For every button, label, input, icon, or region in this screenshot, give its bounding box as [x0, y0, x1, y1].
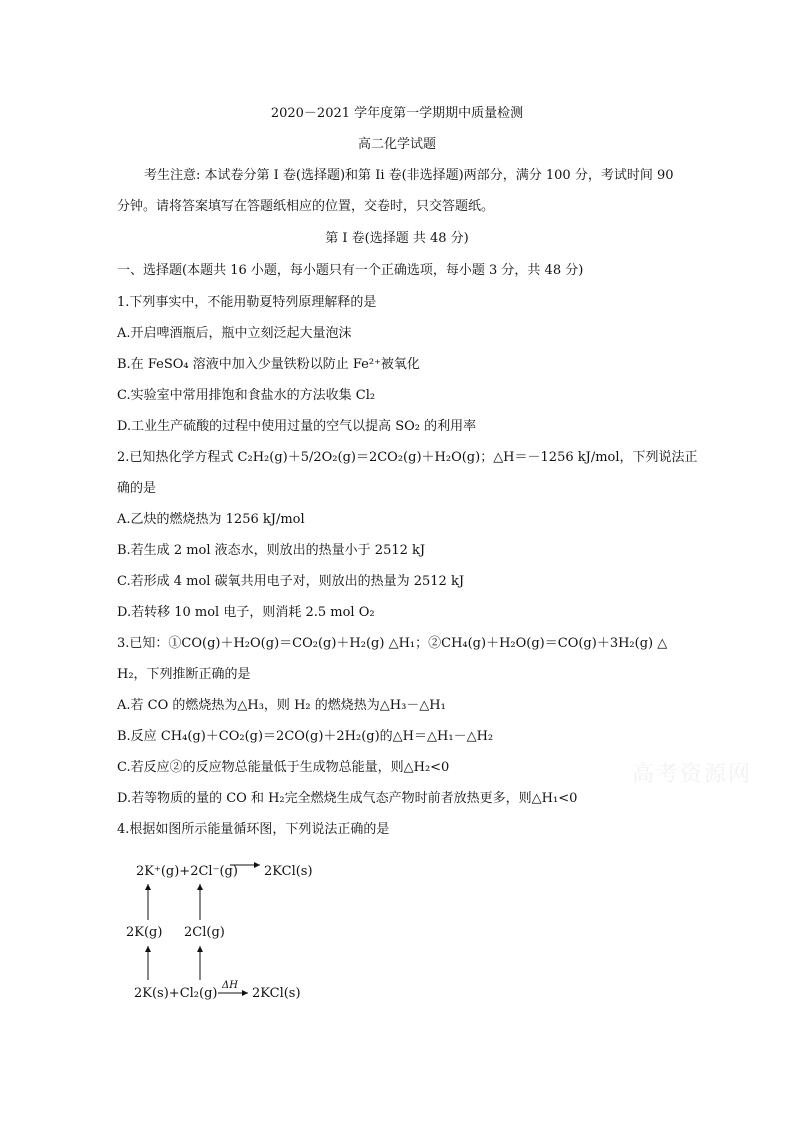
label-dh: ΔH [222, 980, 238, 991]
energy-cycle-diagram [112, 850, 332, 1010]
q4-stem: 4.根据如图所示能量循环图，下列说法正确的是 [117, 822, 390, 837]
q3-stem-line-2: H₂，下列推断正确的是 [117, 667, 251, 682]
q3-option-a: A.若 CO 的燃烧热为△H₃，则 H₂ 的燃烧热为△H₃－△H₁ [117, 698, 446, 713]
exam-title: 2020－2021 学年度第一学期期中质量检测 [270, 106, 524, 121]
q3-option-d: D.若等物质的量的 CO 和 H₂完全燃烧生成气态产物时前者放热更多，则△H₁<0 [117, 791, 578, 806]
watermark: 高考资源网 [632, 762, 753, 787]
q2-option-a: A.乙炔的燃烧热为 1256 kJ/mol [117, 512, 305, 527]
diagram-mid-left: 2K(g) [126, 925, 163, 940]
diagram-top-right: 2KCl(s) [264, 864, 313, 879]
q3-option-b: B.反应 CH₄(g)＋CO₂(g)＝2CO(g)＋2H₂(g)的△H＝△H₁－△H₂ [117, 729, 494, 744]
q2-stem-line-2: 确的是 [117, 481, 157, 496]
q3-stem-line-1: 3.已知：①CO(g)＋H₂O(g)＝CO₂(g)＋H₂(g) △H₁；②CH₄(g)＋H₂O(g)＝CO(g)＋3H₂(g) △ [117, 636, 668, 651]
diagram-bottom-left: 2K(s)+Cl₂(g) [134, 986, 218, 1001]
q1-option-d: D.工业生产硫酸的过程中使用过量的空气以提高 SO₂ 的利用率 [117, 419, 477, 434]
q2-option-b: B.若生成 2 mol 液态水，则放出的热量小于 2512 kJ [117, 543, 426, 558]
diagram-top-left: 2K⁺(g)+2Cl⁻(g) [136, 864, 238, 879]
q1-stem: 1.下列事实中，不能用勒夏特列原理解释的是 [117, 295, 377, 310]
section-intro: 一、选择题(本题共 16 小题，每小题只有一个正确选项，每小题 3 分，共 48 分) [117, 263, 584, 278]
exam-subject: 高二化学试题 [357, 137, 436, 152]
q1-option-a: A.开启啤酒瓶后，瓶中立刻泛起大量泡沫 [117, 326, 352, 341]
notice-line-1: 考生注意: 本试卷分第 I 卷(选择题)和第 Ii 卷(非选择题)两部分，满分 100 分，考试时间 90 [144, 168, 674, 183]
section-heading: 第 I 卷(选择题 共 48 分) [325, 231, 469, 246]
q1-option-c: C.实验室中常用排饱和食盐水的方法收集 Cl₂ [117, 388, 376, 403]
diagram-mid-right: 2Cl(g) [184, 925, 225, 940]
q3-option-c: C.若反应②的反应物总能量低于生成物总能量，则△H₂<0 [117, 760, 450, 775]
diagram-bottom-right: 2KCl(s) [252, 986, 301, 1001]
q2-option-c: C.若形成 4 mol 碳氧共用电子对，则放出的热量为 2512 kJ [117, 574, 465, 589]
q2-option-d: D.若转移 10 mol 电子，则消耗 2.5 mol O₂ [117, 605, 375, 620]
notice-line-2: 分钟。请将答案填写在答题纸相应的位置，交卷时，只交答题纸。 [117, 199, 495, 214]
q1-option-b: B.在 FeSO₄ 溶液中加入少量铁粉以防止 Fe²⁺被氧化 [117, 357, 420, 372]
q2-stem-line-1: 2.已知热化学方程式 C₂H₂(g)＋5/2O₂(g)＝2CO₂(g)＋H₂O(g)；△H＝－1256 kJ/mol，下列说法正 [117, 450, 698, 465]
